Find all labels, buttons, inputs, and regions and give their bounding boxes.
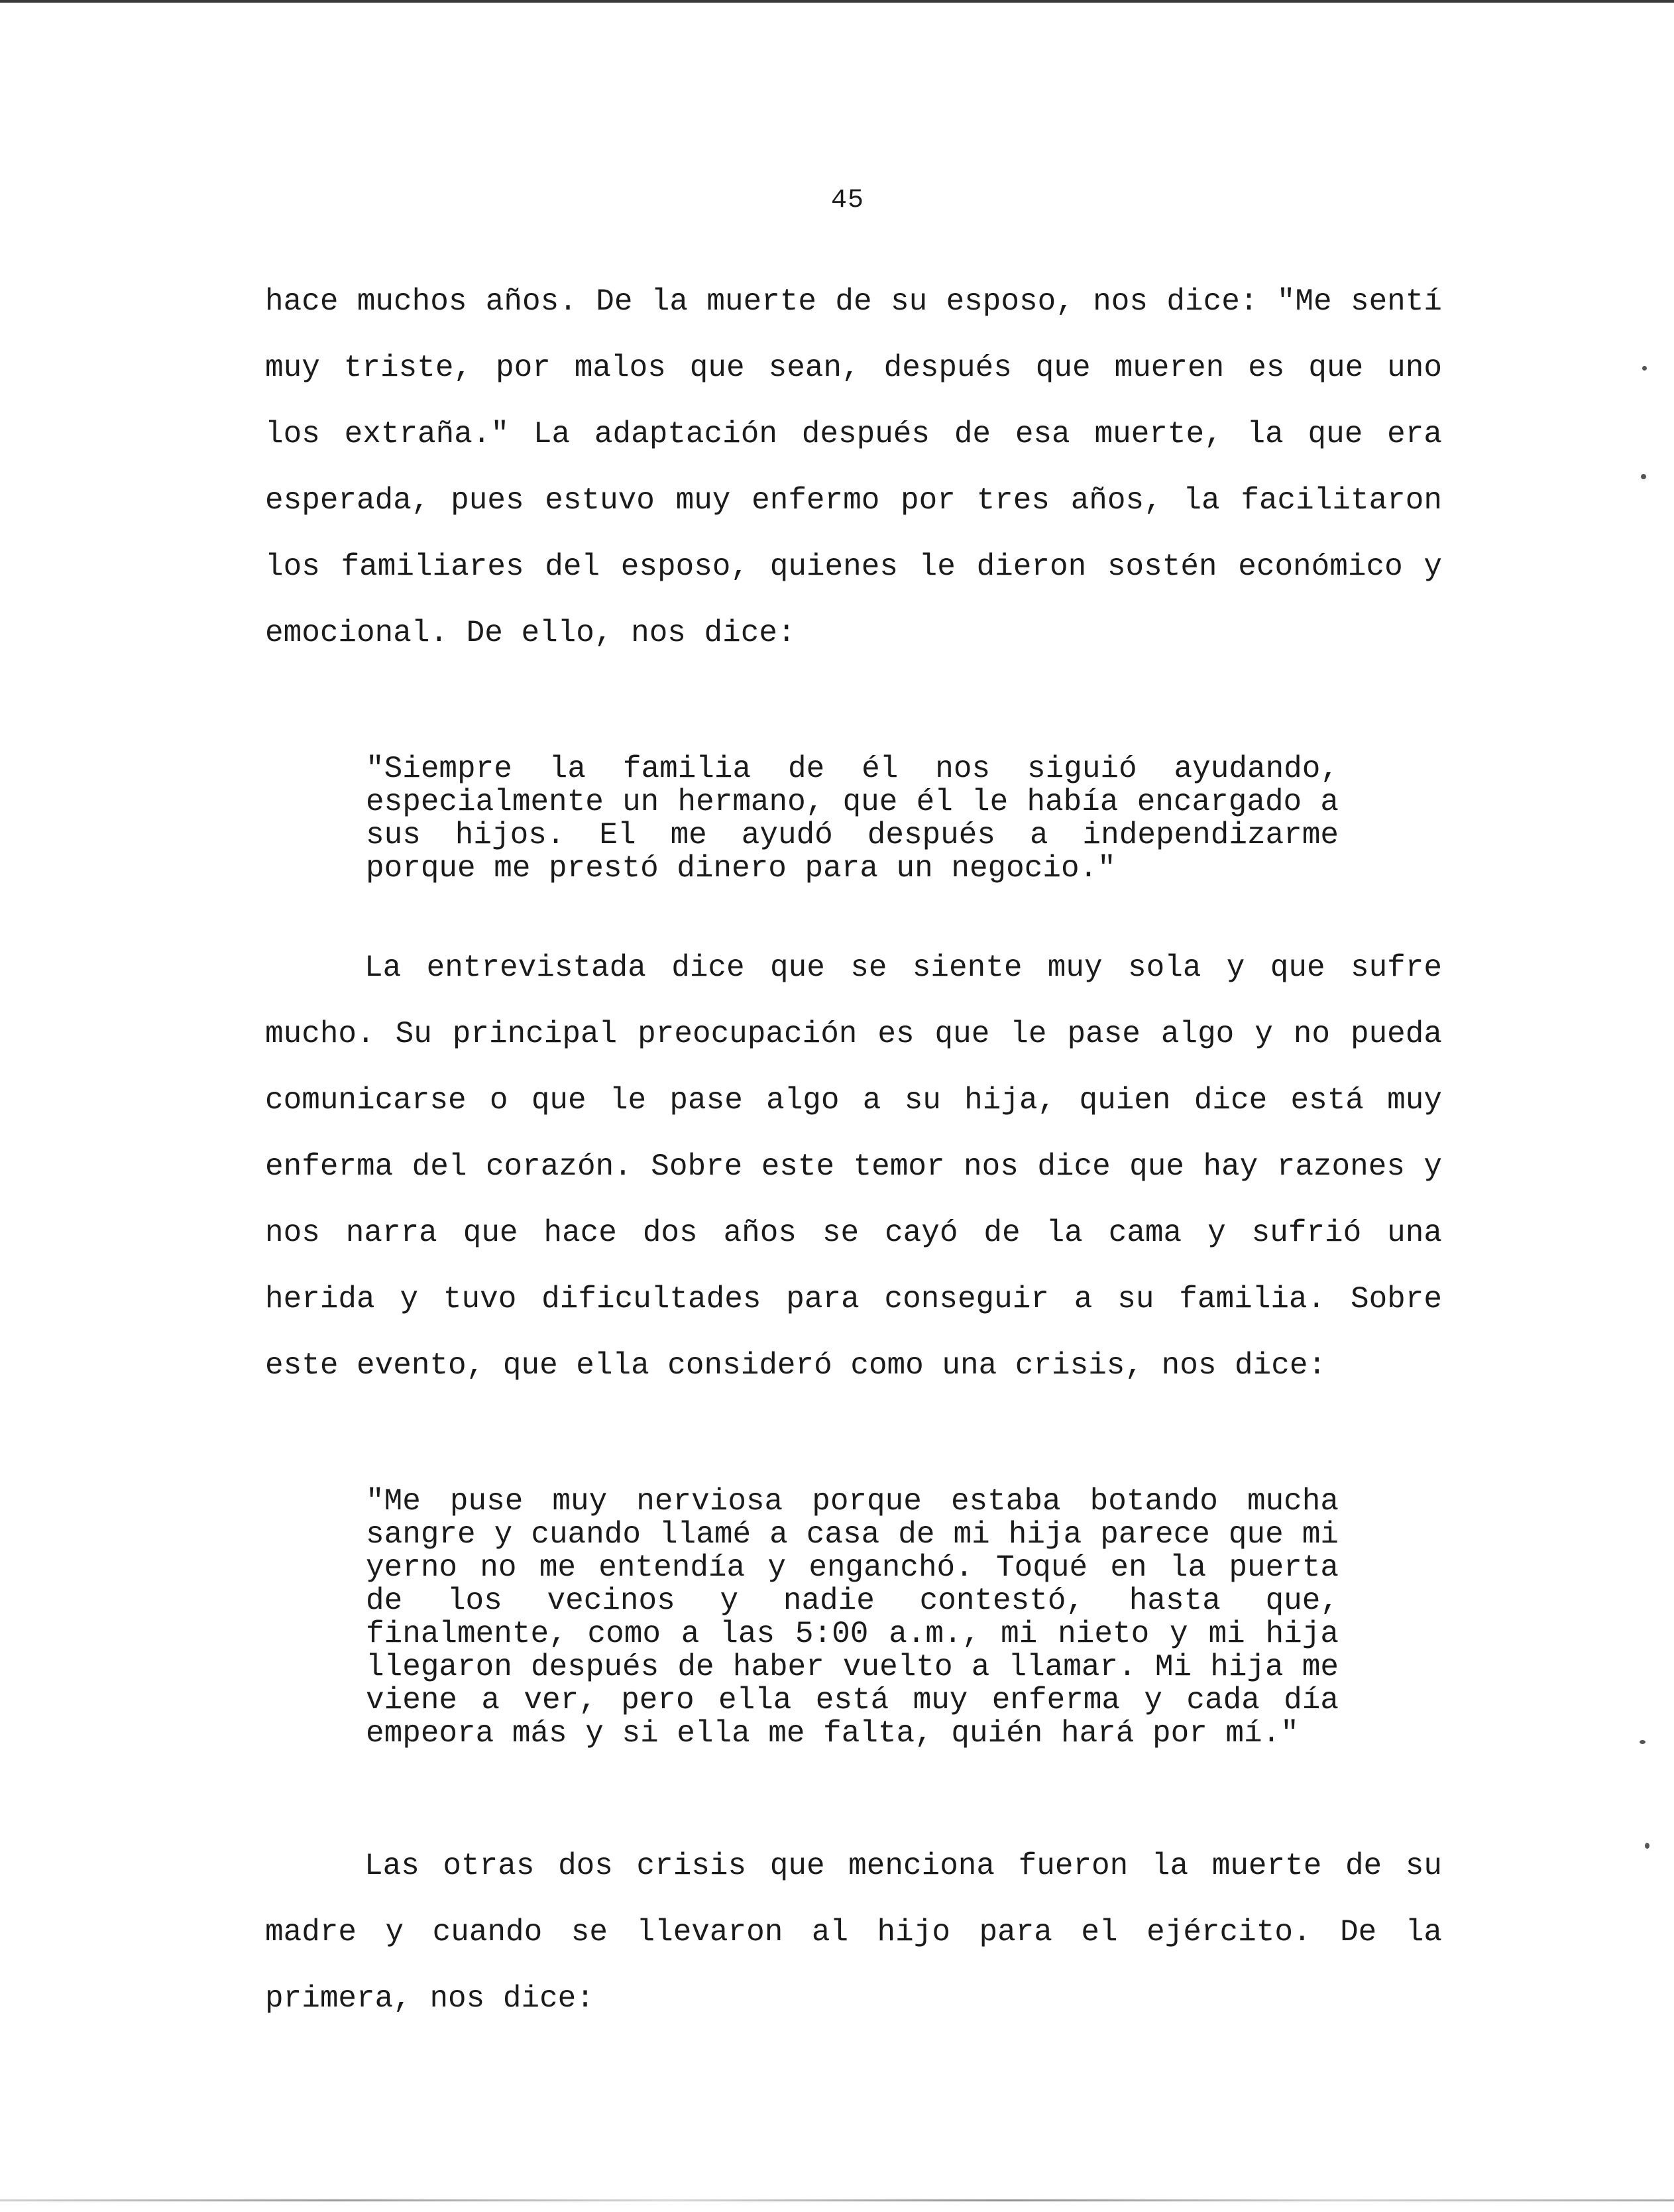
scan-edge-bottom: [0, 2199, 1674, 2201]
block-quote-2: "Me puse muy nerviosa porque estaba botando mucha sangre y cuando llamé a casa de mi hija parece que mi yerno no me entendía y enganchó. Toqué en la puerta de los vecinos y nadie contestó, hasta que, finalmente, como a las 5:00 a.m., mi nieto y mi hija llegaron después de haber vuelto a llamar. Mi hija me viene a ver, pero ella está muy enferma y cada día empeora más y si ella me falta, quién hará por mí.": [366, 1484, 1339, 1751]
body-paragraph-2: La entrevistada dice que se siente muy sola y que sufre mucho. Su principal preocupación es que le pase algo y no pueda comunicarse o que le pase algo a su hija, quien dice está muy enferma del corazón. Sobre este temor nos dice que hay razones y nos narra que hace dos años se cayó de la cama y sufrió una herida y tuvo dificultades para conseguir a su familia. Sobre este evento, que ella consideró como una crisis, nos dice:: [265, 951, 1442, 1383]
scan-edge-top: [0, 0, 1674, 3]
body-paragraph-3: Las otras dos crisis que menciona fueron la muerte de su madre y cuando se llevaron al hijo para el ejército. De la primera, nos dice:: [265, 1849, 1442, 2016]
scan-speck: [1641, 474, 1646, 479]
scan-speck: [1642, 366, 1647, 371]
block-quote-1: "Siempre la familia de él nos siguió ayudando, especialmente un hermano, que él le había encargado a sus hijos. El me ayudó después a independizarme porque me prestó dinero para un negocio.": [366, 752, 1339, 886]
scan-speck: [1640, 1740, 1646, 1744]
page-number: 45: [831, 186, 865, 215]
scan-speck: [1645, 1843, 1649, 1849]
body-paragraph-1: hace muchos años. De la muerte de su esposo, nos dice: "Me sentí muy triste, por malos que sean, después que mueren es que uno los extraña." La adaptación después de esa muerte, la que era esperada, pues estuvo muy enfermo por tres años, la facilitaron los familiares del esposo, quienes le dieron sostén económico y emocional. De ello, nos dice:: [265, 284, 1442, 650]
